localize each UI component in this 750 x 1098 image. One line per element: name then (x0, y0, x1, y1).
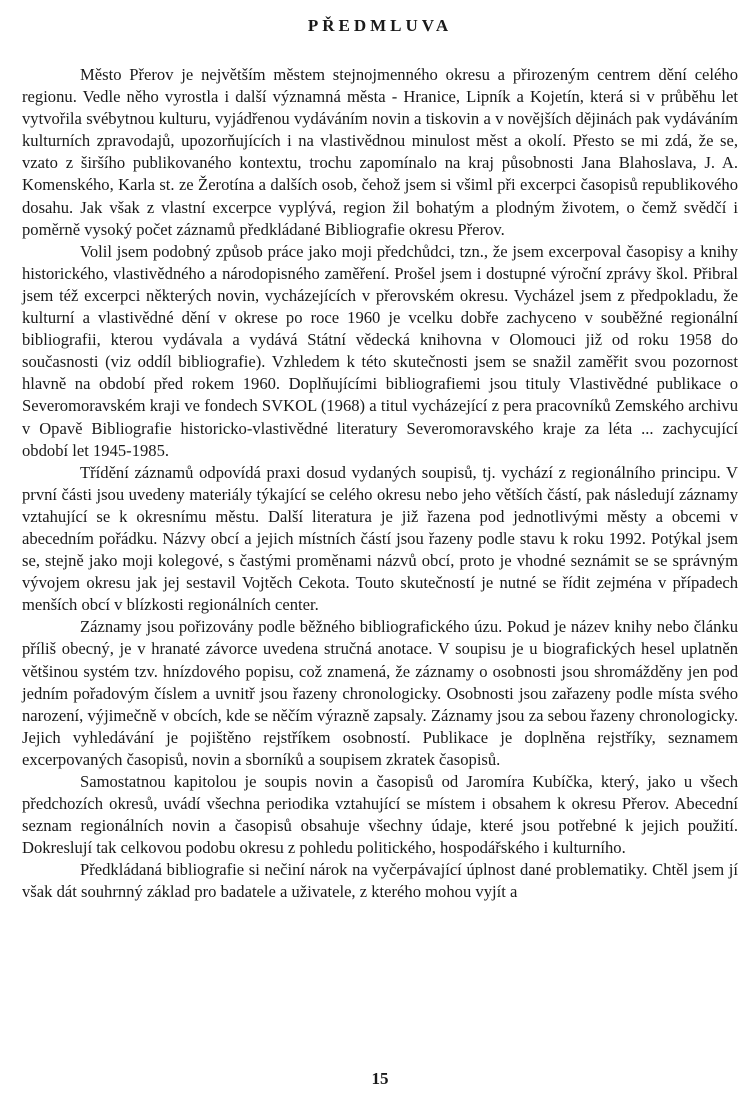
body-text (22, 64, 738, 904)
page-title: PŘEDMLUVA (307, 16, 453, 35)
document-page (22, 0, 738, 1098)
paragraph-arrangement: Třídění záznamů odpovídá praxi dosud vydaných soupisů, tj. vychází z regionálního principu. V první části jsou uvedeny materiály týkající se celého okresu nebo jeho větších částí, pak následují záznamy vztahující se k okresnímu městu. Další literatura je již řazena pod jednotlivými městy a obcemi v abecedním pořádku. Názvy obcí a jejich místních částí jsou řazeny podle stavu k roku 1992. Potýkal jsem se, stejně jako moji kolegové, s častými proměnami názvů obcí, proto je vhodné seznámit se se správným vývojem okresu jak jej sestavil Vojtěch Cekota. Touto skutečností je nutné se řídit zejména v případech menších obcí v blízkosti regionálních center. (22, 462, 738, 615)
paragraph-intro: Město Přerov je největším městem stejnojmenného okresu a přirozeným centrem dění celého regionu. Vedle něho vyrostla i další významná města - Hranice, Lipník a Kojetín, která si v průběhu let vytvořila svébytnou kulturu, vyjádřenou vydáváním novin a tiskovin a v novějších dějinách pak vydáváním kulturních zpravodajů, upozorňujících i na vlastivědnou minulost měst a okolí. Přesto se mi zdá, že se, vzato z širšího publikovaného kontextu, trochu zapomínalo na kraj působnosti Jana Blahoslava, J. A. Komenského, Karla st. ze Žerotína a dalších osob, čehož jsem si všiml při excerpci časopisů republikového dosahu. Jak však z vlastní excerpce vyplývá, region žil bohatým a plodným životem, o čemž svědčí i poměrně vysoký počet záznamů předkládané Bibliografie okresu Přerov. (22, 65, 738, 239)
paragraph-records: Záznamy jsou pořizovány podle běžného bibliografického úzu. Pokud je název knihy nebo článku příliš obecný, je v hranaté závorce uvedena stručná anotace. V soupisu je u biografických hesel uplatněn většinou systém tzv. hnízdového popisu, což znamená, že záznamy o osobnosti jsou shromážděny jen pod jedním pořadovým číslem a uvnitř jsou řazeny chronologicky. Osobnosti jsou zařazeny podle místa svého narození, výjimečně v obcích, kde se něčím výrazně zapsaly. Záznamy jsou za sebou řazeny chronologicky. Jejich vyhledávání je pojištěno rejstříkem osobností. Publikace je doplněna rejstříky, seznamem excerpovaných časopisů, novin a sborníků a soupisem zkratek časopisů. (22, 617, 738, 769)
paragraph-closing: Předkládaná bibliografie si nečiní nárok na vyčerpávající úplnost dané problematiky. Chtěl jsem jí však dát souhrnný základ pro badatele a uživatele, z kterého mohou vyjít a (22, 860, 738, 902)
paragraph-periodicals: Samostatnou kapitolou je soupis novin a časopisů od Jaromíra Kubíčka, který, jako u všech předchozích okresů, uvádí všechna periodika vztahující se místem i obsahem k okresu Přerov. Abecední seznam regionálních novin a časopisů obsahuje všechny údaje, které jsou potřebné k jejich použití. Dokreslují tak celkovou podobu okresu z pohledu politického, hospodářského i kulturního. (22, 772, 738, 858)
page-number: 15 (371, 1069, 389, 1088)
paragraph-method: Volil jsem podobný způsob práce jako moji předchůdci, tzn., že jsem excerpoval časopisy a knihy historického, vlastivědného a národopisného zaměření. Prošel jsem i dostupné výroční zprávy škol. Přibral jsem též excerpci některých novin, vycházejících v přerovském okresu. Vycházel jsem z předpokladu, že kulturní a vlastivědné dění v okrese po roce 1960 je vcelku dobře zachyceno v souběžné regionální bibliografii, kterou vydávala a vydává Státní vědecká knihovna v Olomouci již od roku 1958 do současnosti (viz oddíl bibliografie). Vzhledem k této skutečnosti jsem se snažil zaměřit svou pozornost hlavně na období před rokem 1960. Doplňujícími bibliografiemi jsou tituly Vlastivědné publikace o Severomoravském kraji ve fondech SVKOL (1968) a titul vycházející z pera pracovníků Zemského archivu v Opavě Bibliografie historicko-vlastivědné literatury Severomoravského kraje za léta ... zachycující období let 1945-1985. (22, 241, 738, 460)
